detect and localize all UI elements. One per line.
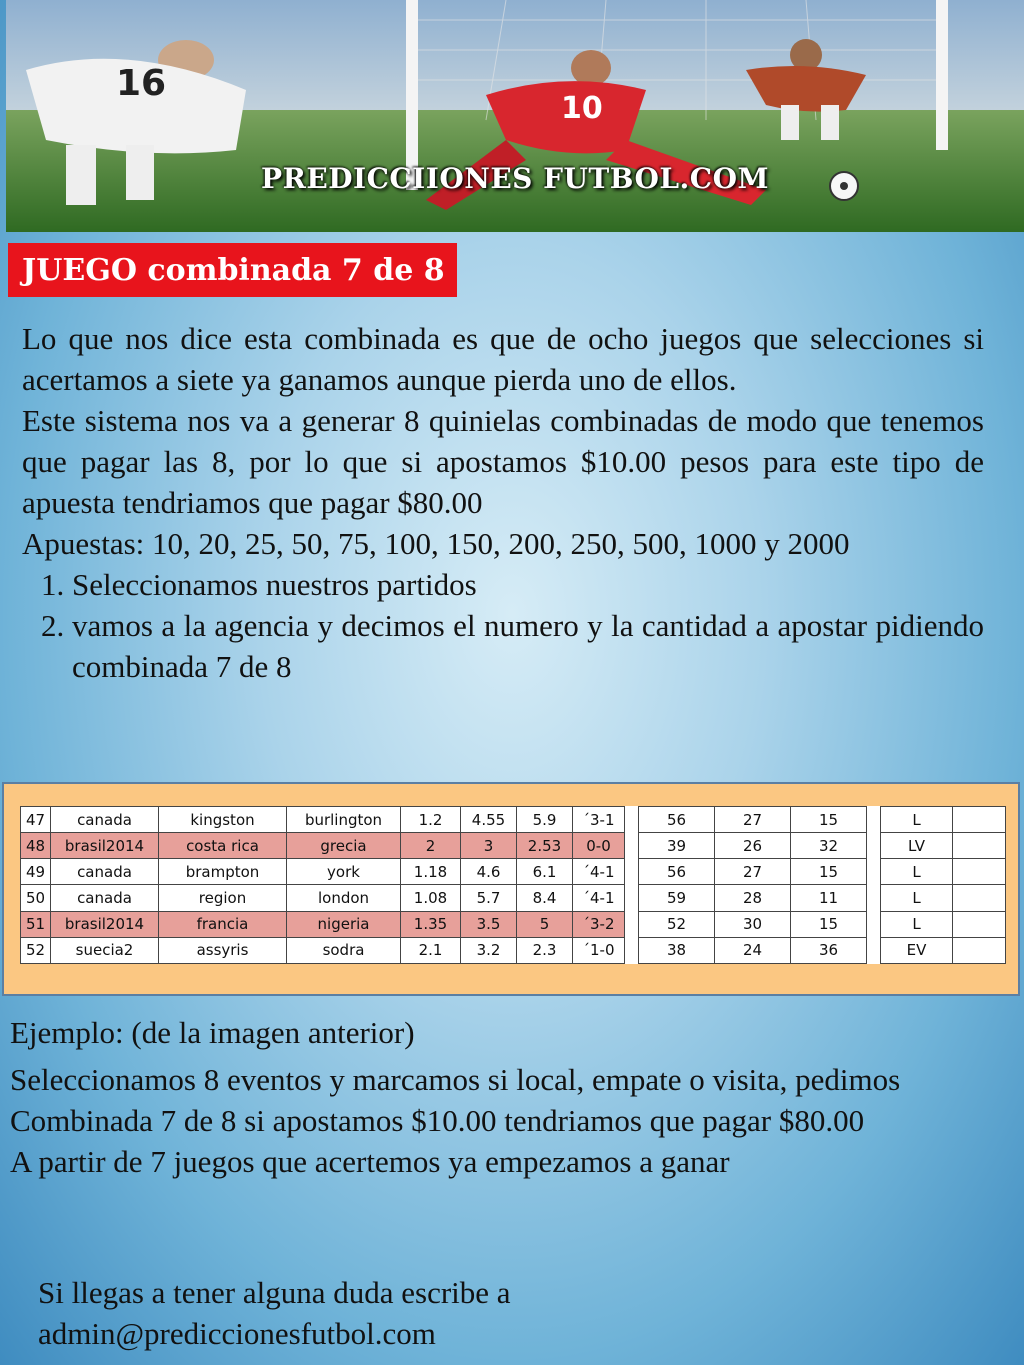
table-cell: ´3-1	[573, 807, 625, 833]
table-cell	[867, 885, 881, 911]
table-cell: nigeria	[287, 911, 401, 937]
table-cell: 15	[791, 859, 867, 885]
table-cell: 3	[461, 833, 517, 859]
table-cell	[953, 937, 1006, 963]
table-cell	[867, 833, 881, 859]
table-cell: canada	[51, 859, 159, 885]
table-cell: brasil2014	[51, 911, 159, 937]
table-cell: 48	[21, 833, 51, 859]
table-cell: region	[159, 885, 287, 911]
table-cell: francia	[159, 911, 287, 937]
table-cell: L	[881, 807, 953, 833]
table-cell	[625, 859, 639, 885]
table-cell: 15	[791, 911, 867, 937]
table-cell: 5.7	[461, 885, 517, 911]
table-cell: 47	[21, 807, 51, 833]
table-row	[21, 833, 1006, 859]
table-cell: 15	[791, 807, 867, 833]
table-cell: 36	[791, 937, 867, 963]
example-section	[10, 1012, 1000, 1182]
table-cell: 5.9	[517, 807, 573, 833]
table-cell	[867, 859, 881, 885]
table-cell: 3.2	[461, 937, 517, 963]
table-cell: sodra	[287, 937, 401, 963]
table-cell	[625, 833, 639, 859]
example-heading: Ejemplo: (de la imagen anterior)	[10, 1015, 415, 1050]
table-cell: 24	[715, 937, 791, 963]
table-cell: 2.3	[517, 937, 573, 963]
table-cell: 28	[715, 885, 791, 911]
table-cell: 50	[21, 885, 51, 911]
table-cell	[867, 937, 881, 963]
table-cell: 56	[639, 859, 715, 885]
table-cell	[867, 807, 881, 833]
example-table-panel	[2, 782, 1020, 996]
contact-text: Si llegas a tener alguna duda escribe a	[38, 1275, 511, 1310]
table-row	[21, 885, 1006, 911]
table-cell: 8.4	[517, 885, 573, 911]
table-cell	[867, 911, 881, 937]
game-label: JUEGO combinada 7 de 8	[8, 243, 457, 297]
step-item: 2. vamos a la agencia y decimos el numero y la cantidad a apostar pidiendo combinada 7 de 8	[72, 605, 984, 687]
header-banner	[6, 0, 1024, 232]
site-title: PREDICCIIONES FUTBOL.COM	[261, 162, 769, 195]
table-cell: 49	[21, 859, 51, 885]
table-cell: 27	[715, 859, 791, 885]
step-item: 1. Seleccionamos nuestros partidos	[72, 564, 984, 605]
table-cell: 2.1	[401, 937, 461, 963]
table-cell: canada	[51, 807, 159, 833]
table-cell: kingston	[159, 807, 287, 833]
table-cell: 4.6	[461, 859, 517, 885]
soccer-photo	[6, 0, 1024, 232]
table-cell: london	[287, 885, 401, 911]
intro-section	[22, 318, 984, 687]
table-cell: L	[881, 885, 953, 911]
table-cell: 52	[21, 937, 51, 963]
table-cell	[953, 911, 1006, 937]
table-cell: 1.2	[401, 807, 461, 833]
table-cell: 26	[715, 833, 791, 859]
table-row	[21, 937, 1006, 963]
table-cell	[953, 859, 1006, 885]
table-cell: ´3-2	[573, 911, 625, 937]
svg-text:10: 10	[561, 91, 603, 126]
table-cell: L	[881, 859, 953, 885]
table-cell: suecia2	[51, 937, 159, 963]
bets-list: Apuestas: 10, 20, 25, 50, 75, 100, 150, 200, 250, 500, 1000 y 2000	[22, 526, 850, 561]
table-cell: 3.5	[461, 911, 517, 937]
table-cell: costa rica	[159, 833, 287, 859]
table-cell: assyris	[159, 937, 287, 963]
contact-section	[38, 1272, 998, 1354]
table-cell: 56	[639, 807, 715, 833]
table-cell	[625, 937, 639, 963]
example-paragraph-2: A partir de 7 juegos que acertemos ya empezamos a ganar	[10, 1144, 730, 1179]
table-cell: york	[287, 859, 401, 885]
table-row	[21, 911, 1006, 937]
table-cell	[625, 807, 639, 833]
table-cell: brasil2014	[51, 833, 159, 859]
table-cell: 1.35	[401, 911, 461, 937]
table-cell: grecia	[287, 833, 401, 859]
example-paragraph: Seleccionamos 8 eventos y marcamos si local, empate o visita, pedimos Combinada 7 de 8 si apostamos $10.00 tendriamos que pagar $80.00	[10, 1062, 901, 1138]
table-cell: EV	[881, 937, 953, 963]
table-row	[21, 859, 1006, 885]
system-paragraph: Este sistema nos va a generar 8 quinielas combinadas de modo que tenemos que pagar las 8, por lo que si apostamos $10.00 pesos para este tipo de apuesta tendriamos que pagar $80.00	[22, 403, 984, 520]
steps-list	[22, 564, 984, 687]
intro-paragraph: Lo que nos dice esta combinada es que de ocho juegos que selecciones si acertamos a siete ya ganamos aunque pierda uno de ellos.	[22, 321, 984, 397]
table-cell: 1.18	[401, 859, 461, 885]
table-cell	[953, 807, 1006, 833]
table-cell: 2	[401, 833, 461, 859]
table-row	[21, 807, 1006, 833]
table-cell: canada	[51, 885, 159, 911]
table-cell: 39	[639, 833, 715, 859]
table-cell: L	[881, 911, 953, 937]
table-cell	[953, 833, 1006, 859]
table-cell: 32	[791, 833, 867, 859]
contact-email[interactable]: admin@prediccionesfutbol.com	[38, 1316, 436, 1351]
table-cell: 5	[517, 911, 573, 937]
table-cell: burlington	[287, 807, 401, 833]
table-cell: ´4-1	[573, 885, 625, 911]
table-cell: 59	[639, 885, 715, 911]
table-cell: brampton	[159, 859, 287, 885]
table-cell: 27	[715, 807, 791, 833]
table-cell: 30	[715, 911, 791, 937]
predictions-table	[20, 806, 1006, 964]
table-cell: 1.08	[401, 885, 461, 911]
table-cell: 2.53	[517, 833, 573, 859]
table-cell: 51	[21, 911, 51, 937]
table-cell	[625, 911, 639, 937]
table-cell: ´4-1	[573, 859, 625, 885]
table-cell	[625, 885, 639, 911]
table-cell: 6.1	[517, 859, 573, 885]
table-cell: 0-0	[573, 833, 625, 859]
table-cell: 52	[639, 911, 715, 937]
table-cell: 11	[791, 885, 867, 911]
table-cell: 38	[639, 937, 715, 963]
svg-text:16: 16	[116, 63, 167, 104]
table-cell: ´1-0	[573, 937, 625, 963]
table-cell	[953, 885, 1006, 911]
table-cell: 4.55	[461, 807, 517, 833]
table-cell: LV	[881, 833, 953, 859]
